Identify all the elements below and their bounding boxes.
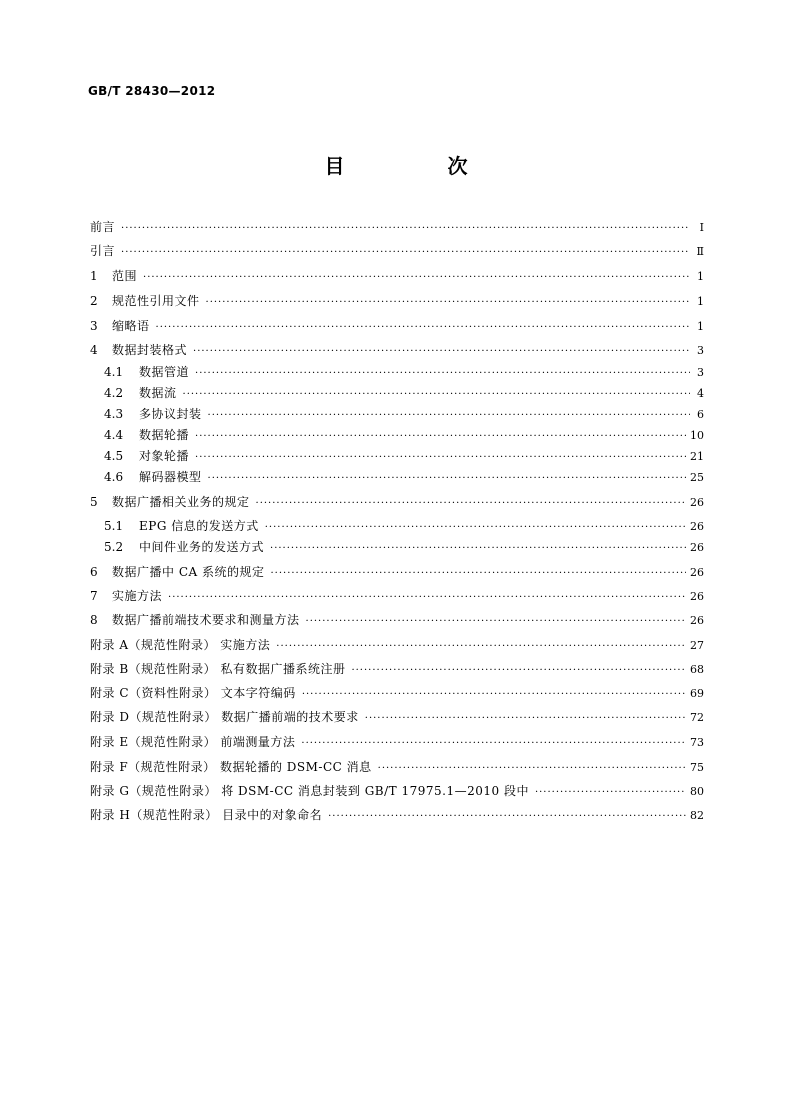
toc-entry[interactable] <box>90 783 704 799</box>
toc-entry[interactable] <box>90 588 704 604</box>
toc-entry[interactable] <box>90 709 704 725</box>
toc-entry[interactable] <box>90 243 704 259</box>
toc-entry-number: 5 <box>90 495 98 509</box>
toc-entry-page: 68 <box>690 663 704 676</box>
toc-entry-label: 附录 B（规范性附录） 私有数据广播系统注册 <box>90 662 346 676</box>
toc-entry-number: 8 <box>90 613 98 627</box>
toc-leader-dots <box>195 450 686 466</box>
toc-entry-page: Ⅰ <box>699 221 704 234</box>
toc-entry-number: 4.1 <box>104 365 124 379</box>
toc-leader-dots <box>302 687 686 703</box>
toc-leader-dots <box>270 566 686 582</box>
toc-entry-label: 数据广播中 CA 系统的规定 <box>112 565 265 579</box>
toc-entry-page: 26 <box>690 496 704 509</box>
toc-entry-label: 附录 G（规范性附录） 将 DSM-CC 消息封装到 GB/T 17975.1—2010 段中 <box>90 784 529 798</box>
toc-entry-label: 附录 A（规范性附录） 实施方法 <box>90 638 271 652</box>
toc-entry-label: 附录 C（资料性附录） 文本字符编码 <box>90 686 296 700</box>
toc-entry-label: 附录 H（规范性附录） 目录中的对象命名 <box>90 808 323 822</box>
toc-entry-page: 1 <box>697 295 704 308</box>
toc-leader-dots <box>183 387 690 403</box>
standard-number: GB/T 28430—2012 <box>88 84 216 98</box>
toc-leader-dots <box>208 408 690 424</box>
toc-leader-dots <box>328 809 686 825</box>
toc-entry-label: 引言 <box>90 244 116 258</box>
toc-entry-label: 附录 E（规范性附录） 前端测量方法 <box>90 735 296 749</box>
toc-entry[interactable] <box>104 427 704 443</box>
toc-leader-dots <box>121 221 690 237</box>
toc-entry-label: EPG 信息的发送方式 <box>139 519 259 533</box>
toc-leader-dots <box>143 270 690 286</box>
toc-entry-number: 3 <box>90 319 98 333</box>
toc-entry[interactable] <box>90 219 704 235</box>
toc-entry[interactable] <box>104 448 704 464</box>
toc-leader-dots <box>168 590 686 606</box>
toc-entry-page: 1 <box>697 320 704 333</box>
toc-leader-dots <box>256 496 686 512</box>
toc-entry[interactable] <box>104 539 704 555</box>
toc-entry-page: 26 <box>690 541 704 554</box>
toc-leader-dots <box>378 761 686 777</box>
toc-entry-label: 对象轮播 <box>139 449 190 463</box>
toc-entry-page: 1 <box>697 270 704 283</box>
toc-entry-label: 解码器模型 <box>139 470 202 484</box>
toc-entry-label: 范围 <box>112 269 138 283</box>
toc-entry-page: 69 <box>690 687 704 700</box>
toc-entry[interactable] <box>90 661 704 677</box>
toc-entry-page: 4 <box>697 387 704 400</box>
toc-leader-dots <box>265 520 686 536</box>
toc-entry-page: 26 <box>690 590 704 603</box>
toc-entry[interactable] <box>104 469 704 485</box>
toc-entry-number: 7 <box>90 589 98 603</box>
toc-entry-page: 21 <box>690 450 704 463</box>
toc-entry-page: Ⅱ <box>696 245 704 258</box>
toc-leader-dots <box>195 366 690 382</box>
toc-entry[interactable] <box>90 318 704 334</box>
toc-entry-number: 4.2 <box>104 386 124 400</box>
page-title: 目 次 <box>324 154 516 178</box>
toc-entry-label: 规范性引用文件 <box>112 294 200 308</box>
toc-entry-page: 25 <box>690 471 704 484</box>
toc-entry-label: 数据流 <box>139 386 177 400</box>
toc-entry-number: 4.4 <box>104 428 124 442</box>
toc-leader-dots <box>121 245 690 261</box>
toc-entry-number: 6 <box>90 565 98 579</box>
toc-entry-number: 2 <box>90 294 98 308</box>
toc-leader-dots <box>208 471 686 487</box>
toc-entry[interactable] <box>104 406 704 422</box>
toc-entry[interactable] <box>90 293 704 309</box>
toc-entry-number: 4.5 <box>104 449 124 463</box>
toc-entry-page: 3 <box>697 344 704 357</box>
toc-entry-page: 80 <box>690 785 704 798</box>
toc-entry-number: 1 <box>90 269 98 283</box>
toc-entry-label: 数据封装格式 <box>112 343 188 357</box>
toc-leader-dots <box>301 736 686 752</box>
toc-leader-dots <box>351 663 686 679</box>
toc-entry[interactable] <box>90 759 704 775</box>
toc-entry-page: 26 <box>690 520 704 533</box>
toc-entry-number: 5.2 <box>104 540 124 554</box>
toc-entry[interactable] <box>90 807 704 823</box>
toc-entry-label: 数据广播前端技术要求和测量方法 <box>112 613 300 627</box>
toc-entry-label: 多协议封装 <box>139 407 202 421</box>
toc-entry[interactable] <box>104 364 704 380</box>
toc-entry[interactable] <box>104 518 704 534</box>
toc-entry-number: 5.1 <box>104 519 124 533</box>
toc-entry-label: 缩略语 <box>112 319 150 333</box>
toc-entry[interactable] <box>104 385 704 401</box>
toc-leader-dots <box>535 785 686 801</box>
toc-leader-dots <box>193 344 690 360</box>
toc-entry[interactable] <box>90 564 704 580</box>
toc-entry-page: 75 <box>690 761 704 774</box>
toc-entry-page: 6 <box>697 408 704 421</box>
toc-entry-page: 26 <box>690 614 704 627</box>
toc-leader-dots <box>195 429 686 445</box>
toc-entry-page: 72 <box>690 711 704 724</box>
toc-entry-page: 73 <box>690 736 704 749</box>
toc-entry-label: 前言 <box>90 220 116 234</box>
toc-entry-label: 数据轮播 <box>139 428 190 442</box>
toc-entry-page: 10 <box>690 429 704 442</box>
toc-entry-label: 实施方法 <box>112 589 163 603</box>
toc-entry[interactable] <box>90 342 704 358</box>
toc-entry-page: 26 <box>690 566 704 579</box>
toc-entry-number: 4.6 <box>104 470 124 484</box>
toc-entry-number: 4 <box>90 343 98 357</box>
toc-entry-label: 中间件业务的发送方式 <box>139 540 265 554</box>
toc-entry[interactable] <box>90 637 704 653</box>
toc-entry[interactable] <box>90 268 704 284</box>
toc-entry-label: 数据管道 <box>139 365 190 379</box>
toc-entry-number: 4.3 <box>104 407 124 421</box>
toc-entry-label: 数据广播相关业务的规定 <box>112 495 250 509</box>
toc-leader-dots <box>270 541 686 557</box>
toc-entry[interactable] <box>90 734 704 750</box>
toc-leader-dots <box>306 614 686 630</box>
toc-leader-dots <box>206 295 690 311</box>
toc-leader-dots <box>365 711 686 727</box>
toc-entry[interactable] <box>90 612 704 628</box>
toc-leader-dots <box>276 639 686 655</box>
toc-entry-page: 82 <box>690 809 704 822</box>
toc-leader-dots <box>156 320 690 336</box>
toc-entry-page: 27 <box>690 639 704 652</box>
toc-entry[interactable] <box>90 685 704 701</box>
toc-entry-page: 3 <box>697 366 704 379</box>
toc-entry[interactable] <box>90 494 704 510</box>
toc-entry-label: 附录 D（规范性附录） 数据广播前端的技术要求 <box>90 710 359 724</box>
toc-entry-label: 附录 F（规范性附录） 数据轮播的 DSM-CC 消息 <box>90 760 372 774</box>
